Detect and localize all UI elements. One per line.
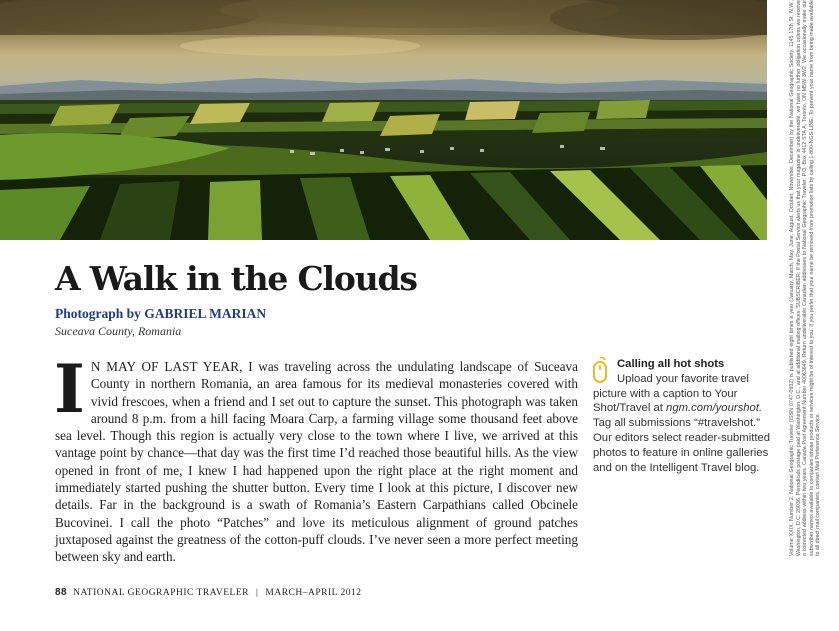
article-paragraph <box>54 350 579 566</box>
drop-cap: I <box>54 350 85 428</box>
yourshot-link[interactable]: ngm.com/yourshot. <box>666 402 763 415</box>
page-number: 88 <box>55 587 68 598</box>
legal-notice: Volume XXIX, Number 2. National Geographic Traveler (ISSN 0747-0932) is published eight times a year (January, March, May, June, August, October, November, December) by the National Geographic Society, 1145 17th St. N.W., Washington, D.C. 20036. Periodicals postage paid at Washington, D.C., and at additional mailing offices. SUBSCRIBER: If the Postal Service alerts us that your magazine is undeliverable, we have no further obligation unless we receive a corrected address within two years. Canada Post Agreement Number 40063649. Return undeliverable Canadian addresses to National Geographic Traveler, P.O. Box 4412 STA A, Toronto, ON M5W 3W2. We occasionally make our subscriber names available to companies whose products or services might be of interest to you. If you prefer that your name be removed from promotion lists by calling 1-800-NGS-LINE. To prevent your name from being made available to all direct mail companies, contact Mail Preference Service. <box>789 0 821 556</box>
lead-caps: N MAY OF LAST YEAR, <box>90 359 243 374</box>
mouse-icon <box>590 357 610 385</box>
callout-title: Calling all hot shots <box>617 358 725 370</box>
publication-name: NATIONAL GEOGRAPHIC TRAVELER <box>73 588 249 598</box>
page-footer <box>55 587 361 598</box>
landscape-photo <box>0 0 767 240</box>
hot-shots-callout <box>593 357 775 475</box>
location-caption: Suceava County, Romania <box>55 324 182 338</box>
footer-separator: | <box>255 588 259 598</box>
callout-body-end: Tag all submissions “#travelshot.” Our editors select reader-submitted photos to feature in online galleries and on the Intelligent Travel blog. <box>593 417 771 474</box>
article-title: A Walk in the Clouds <box>55 259 417 298</box>
photo-credit: Photograph by GABRIEL MARIAN <box>55 306 267 321</box>
callout-body: Upload your favorite travel picture with a caption to Your Shot/Travel at <box>593 372 749 415</box>
body-text: I was traveling across the undulating landscape of Suceava County in northern Romania, an area famous for its medieval monasteries covered with vivid frescoes, when a friend and I set out to capture the sunset. This photograph was taken around 8 p.m. from a hill facing Moara Carp, a farming village some thousand feet above sea level. Though this region is actually very close to the town where I live, we arrived at this vantage point by chance—that day was the first time I’d reached those beautiful hills. As the view opened in front of me, I knew I had happened upon the right place at the right moment and immediately started pushing the shutter button. Every time I look at this picture, I discover new details. Far in the background is a swath of Romania’s Eastern Carpathians called Obcinele Bucovinei. I call the photo “Patches” and love its meticulous alignment of ground patches juxtaposed against the greatness of the cotton-puff clouds. I’ve never seen a more perfect meeting between sky and earth. <box>55 359 579 565</box>
callout-text <box>593 372 775 476</box>
issue-date: MARCH–APRIL 2012 <box>265 588 362 598</box>
hero-photo <box>0 0 767 240</box>
article-body <box>54 350 579 566</box>
